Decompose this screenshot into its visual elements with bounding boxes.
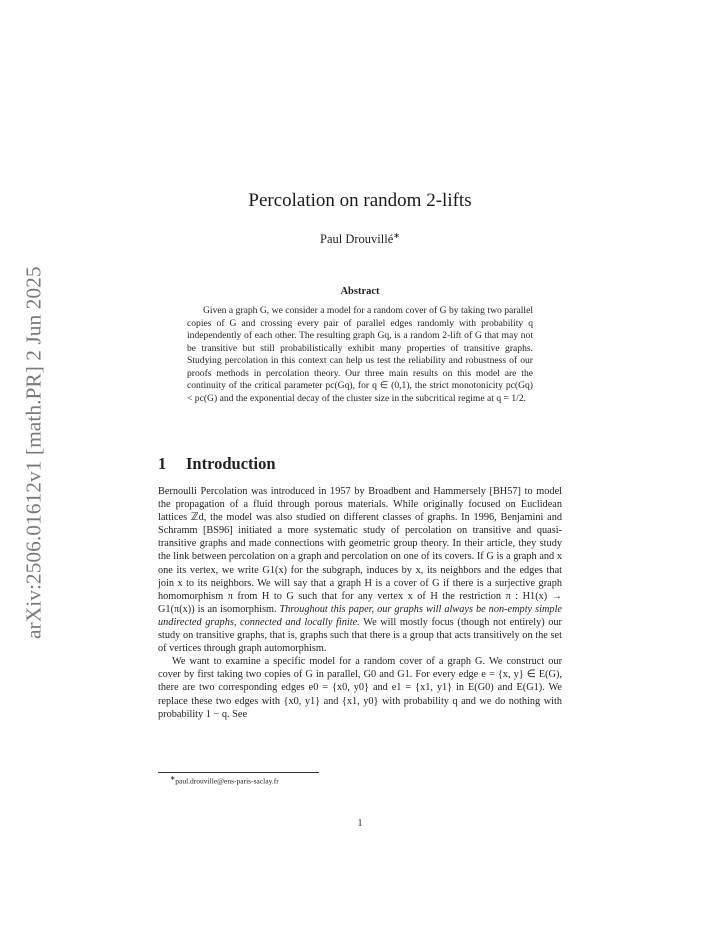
paragraph-1-emphasis: Throughout this paper, our graphs will always be non-empty simple undirected graphs, connected and locally finite.	[158, 603, 562, 628]
abstract-text: Given a graph G, we consider a model for a random cover of G by taking two parallel copies of G and crossing every pair of parallel edges randomly with probability q independently of each other. The resulting graph Gq, is a random 2-lift of G that may not be transitive but still probabilistically exhibit many properties of transitive graphs. Studying percolation in this context can help us test the reliability and robustness of our proofs methods in percolation theory. Our three main results on this model are the continuity of the critical parameter pc(Gq), for q ∈ (0,1), the strict monotonicity pc(Gq) < pc(G) and the exponential decay of the cluster size in the subcritical regime at q = 1/2.	[187, 305, 533, 404]
footnote-email: paul.drouville@ens-paris-saclay.fr	[175, 776, 279, 786]
section-title: Introduction	[186, 454, 276, 473]
footnote-mark: ∗	[170, 775, 176, 782]
paper-title: Percolation on random 2-lifts	[248, 190, 472, 211]
paragraph-1-text: Bernoulli Percolation was introduced in 1957 by Broadbent and Hammersely [BH57] to model the propagation of a fluid through porous materials. While originally focused on Euclidean lattices ℤd, the model was also studied on different classes of graphs. In 1996, Benjamini and Schramm [BS96] initiated a more systematic study of percolation on transitive and quasi-transitive graphs and made connections with geometric group theory. In their article, they study the link between percolation on a graph and percolation on one of its covers. If G is a graph and x one its vertex, we write G1(x) for the subgraph, induces by x, its neighbors and the edges that join x to its neighbors. We will say that a graph H is a cover of G if there is a surjective graph homomorphism π from H to G such that for any vertex x of H the restriction π : H1(x) → G1(π(x)) is an isomorphism.	[158, 486, 562, 615]
introduction-paragraph-2: We want to examine a specific model for a random cover of a graph G. We construct our cover by first taking two copies of G in parallel, G0 and G1. For every edge e = {x, y} ∈ E(G), there are two corresponding edges e0 = {x0, y0} and e1 = {x1, y1} in E(G0) and E(G1). We replace these two edges with {x0, y1} and {x1, y0} with probability q and we do nothing with probability 1 − q. See	[158, 656, 562, 720]
section-number: 1	[158, 454, 167, 473]
author-line	[0, 231, 720, 247]
footnote	[170, 775, 279, 786]
abstract-heading: Abstract	[340, 286, 380, 297]
paragraph-1-end: We will mostly focus (though not entirely) our study on transitive graphs, that is, graphs such that there is a group that acts transitively on the set of vertices through graph automorphism.	[158, 616, 562, 655]
introduction-body	[158, 485, 562, 721]
page-number: 1	[357, 818, 363, 829]
introduction-paragraph-1	[158, 485, 562, 655]
author-name: Paul Drouvillé	[320, 232, 394, 247]
arxiv-identifier: arXiv:2506.01612v1 [math.PR] 2 Jun 2025	[21, 266, 46, 640]
author-footnote-mark: ∗	[393, 231, 400, 240]
section-heading	[158, 454, 276, 474]
footnote-rule	[158, 772, 319, 773]
